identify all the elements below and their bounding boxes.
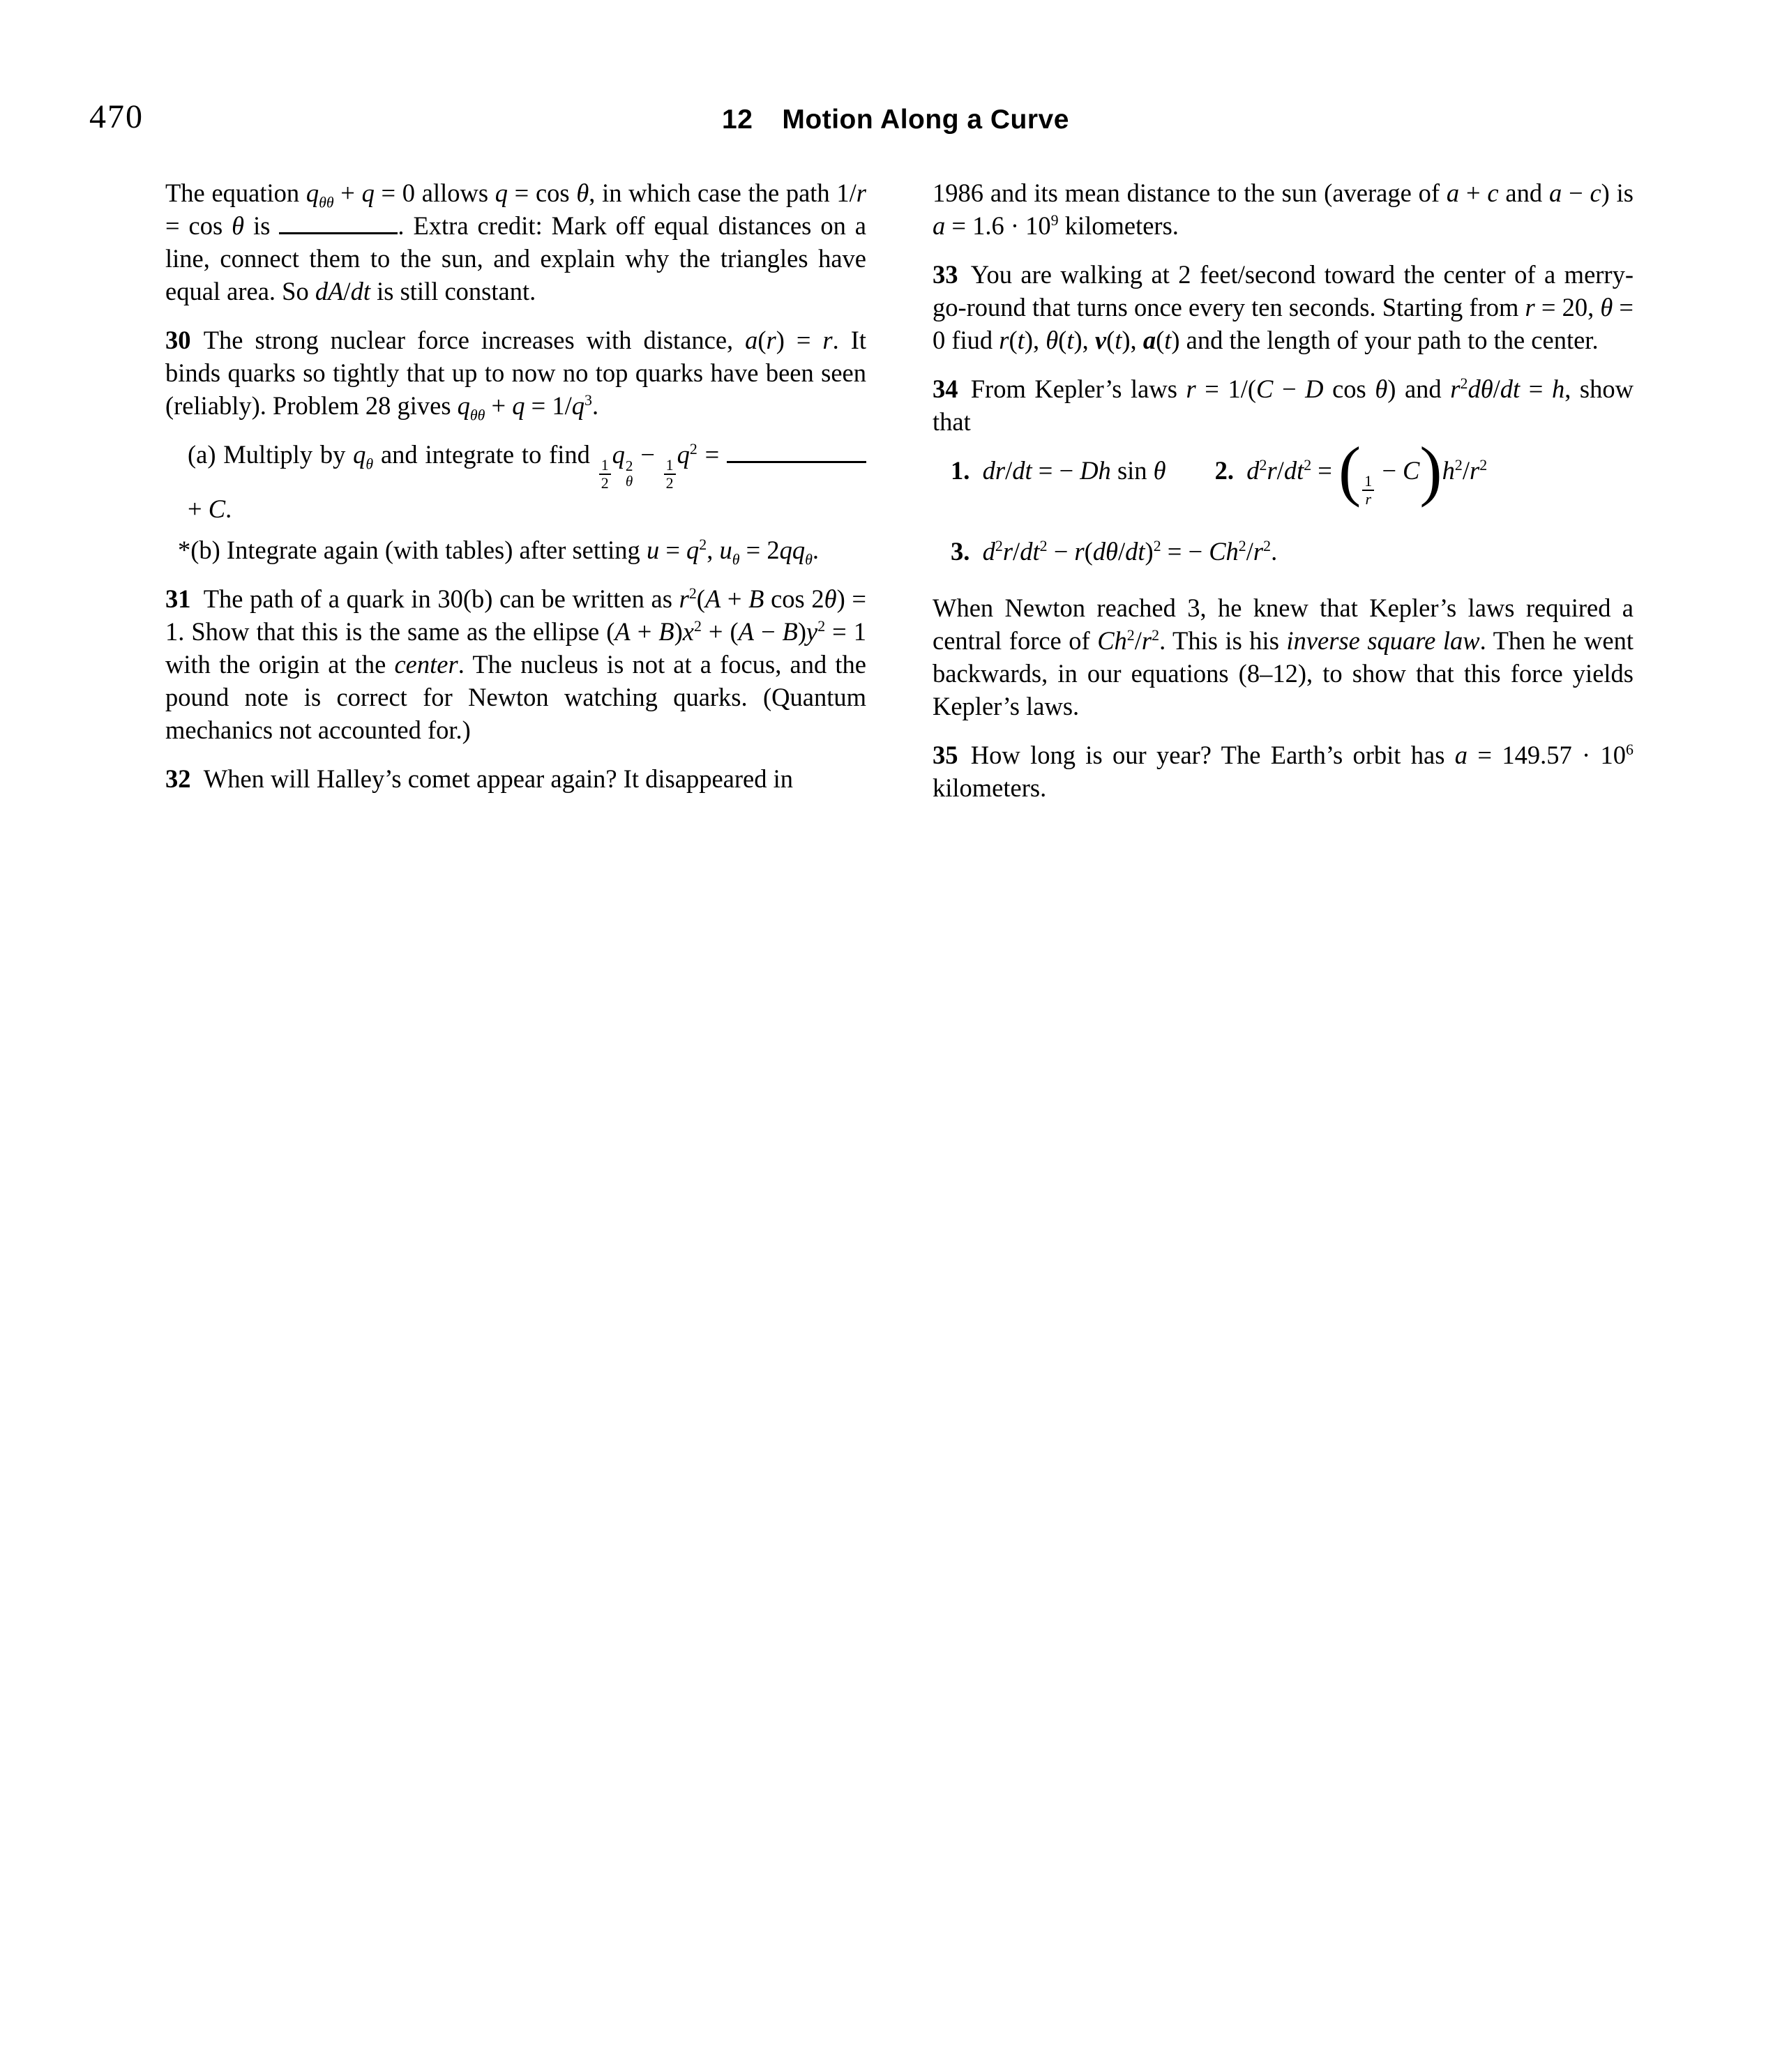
text-run: The path of a quark in 30(b) can be written as (190, 584, 679, 613)
text-run: . (591, 391, 599, 420)
text-run: 2 (1039, 536, 1048, 554)
text-run: . Extra credit: Mark off equal distances on a line, connect them to the sun, and explain why the triangles have equal area. So (165, 211, 866, 305)
text-run: r (1074, 536, 1085, 566)
text-run: + (1459, 179, 1488, 207)
text-run: θ (1375, 375, 1388, 403)
text-run: θ (805, 550, 813, 568)
text-run: dθ (1468, 375, 1493, 403)
text-run: r (822, 326, 833, 354)
text-run: − (1562, 179, 1590, 207)
text-run: dt (1500, 375, 1521, 403)
text-run: 33 (933, 260, 958, 289)
text-run: = 2 (739, 535, 780, 564)
text-run: dθ (1092, 536, 1118, 566)
text-run: a (1454, 740, 1468, 769)
text-run: v (1094, 326, 1107, 354)
text-run: a (1142, 326, 1156, 354)
text-run: . The nucleus is not at a focus, and the pound note is correct for Newton watching quarks. (Quantum mechanics not accounted for.) (165, 649, 866, 744)
text-run: . Then he went backwards, in our equations (8–12), to show that this force yields Kepler’s laws. (933, 626, 1634, 720)
text-run: 3 (584, 391, 592, 409)
text-run: ( (1058, 326, 1067, 354)
text-run: ), (1122, 326, 1143, 354)
text-run: + (630, 617, 659, 646)
text-run: r (1450, 375, 1461, 403)
text-run: − (633, 440, 663, 469)
text-run: = 0 fiud (933, 293, 1634, 354)
text-run (970, 456, 982, 485)
text-run: ) (797, 617, 806, 646)
text-run: dt (1283, 456, 1304, 485)
text-run: 2 (1238, 536, 1246, 554)
text-run: 32 (165, 764, 191, 793)
fraction: $\frac{1}{2}$ (664, 457, 676, 492)
text-run: t (1164, 326, 1172, 354)
text-run: dt (1125, 536, 1145, 566)
text-run: D (1305, 375, 1324, 403)
text-run: r (1267, 456, 1277, 485)
text-run: B (782, 617, 798, 646)
text-run: r (1469, 456, 1480, 485)
text-run: − (1047, 536, 1075, 566)
text-run: 2 (1152, 626, 1160, 644)
text-run: ) is (1601, 179, 1634, 207)
text-run: ( (1156, 326, 1165, 354)
text-run: From Kepler’s laws (958, 375, 1186, 403)
text-run: 30 (165, 326, 191, 354)
text-run: You are walking at 2 feet/second toward the center of a merry-go-round that turns once every ten seconds. Starting from (933, 260, 1634, 322)
text-run: q (361, 179, 375, 207)
text-run: c (1487, 179, 1499, 207)
text-run: ) = 1. Show that this is the same as the ellipse ( (165, 584, 866, 646)
text-run: ), (1024, 326, 1046, 354)
text-run: ) (674, 617, 683, 646)
text-run: = 1 with the origin at the (165, 617, 866, 679)
text-run: q (571, 391, 584, 420)
text-run: When Newton reached 3, he knew that Kepler’s laws required a central force of (933, 593, 1634, 655)
text-run: ) and the length of your path to the center. (1171, 326, 1599, 354)
text-run: center (394, 649, 458, 679)
left-column (165, 176, 866, 820)
problem-30b (178, 534, 866, 568)
text-run: 1986 and its mean distance to the sun (average of (933, 179, 1447, 207)
text-run: C (208, 494, 226, 523)
text-run: 2 (689, 439, 697, 457)
text-run: t (1017, 326, 1025, 354)
text-run: = cos (165, 211, 232, 240)
text-run: d (1246, 456, 1260, 485)
text-run: x (682, 617, 694, 646)
text-run: dA (315, 277, 344, 305)
text-run: . This is his (1159, 626, 1287, 655)
text-run: B (658, 617, 674, 646)
right-column (933, 176, 1634, 820)
text-run: − (1375, 456, 1403, 485)
text-run: u (719, 535, 732, 564)
problem-30 (165, 324, 866, 422)
text-run: = − (1161, 536, 1209, 566)
text-run: 3. (951, 536, 970, 566)
text-run: and (1498, 179, 1549, 207)
text-run: is still constant. (370, 277, 536, 305)
text-run: and integrate to find (373, 440, 598, 469)
text-run: 2 (995, 536, 1003, 554)
text-run: 2 (1259, 455, 1267, 474)
text-run: 2. (1214, 456, 1234, 485)
text-run: θθ (319, 193, 334, 211)
text-run: q (686, 535, 700, 564)
text-run: A (704, 584, 721, 613)
text-run: = 0 allows (374, 179, 495, 207)
text-run: d (982, 536, 995, 566)
text-run: + (485, 391, 513, 420)
text-run: t (1066, 326, 1074, 354)
text-run: q (353, 440, 366, 469)
text-run: 2 (693, 617, 702, 635)
fill-in-blank (279, 219, 398, 234)
text-run: . (812, 535, 819, 564)
text-run: dr (982, 456, 1006, 485)
text-run: θ (1046, 326, 1059, 354)
text-run: 35 (933, 740, 958, 769)
text-run: qq (779, 535, 806, 564)
fraction: $\frac{1}{r}$ (1362, 473, 1374, 508)
text-run: / (1134, 626, 1142, 655)
text-run: ( (1084, 536, 1093, 566)
text-run: a (1446, 179, 1460, 207)
page-number: 470 (89, 98, 144, 135)
text-run: = (659, 535, 687, 564)
text-run: 6 (1626, 740, 1634, 758)
problem-32-continuation (933, 176, 1634, 242)
text-run: q (457, 391, 470, 420)
text-run: r (999, 326, 1009, 354)
text-run: Ch (1097, 626, 1127, 655)
problem-29-continuation (165, 176, 866, 308)
text-run: h (1442, 456, 1455, 485)
text-run: a (1548, 179, 1562, 207)
text-run: = 20, (1534, 293, 1601, 322)
text-run: . It binds quarks so tightly that up to now no top quarks have been seen (reliably). Problem 28 gives (165, 326, 866, 420)
text-run: = 1.6 · 10 (945, 211, 1051, 240)
text-run: / (1493, 375, 1500, 403)
text-run: 2 (1479, 455, 1488, 474)
text-columns (165, 176, 1634, 820)
text-run: . (225, 494, 232, 523)
text-run: h (1551, 375, 1565, 403)
text-run: = − (1032, 456, 1080, 485)
text-run: θ (824, 584, 837, 613)
problem-34 (933, 372, 1634, 438)
text-run: + (188, 494, 209, 523)
text-run: The equation (165, 179, 306, 207)
text-run: q (495, 179, 508, 207)
problem-30a (188, 438, 866, 525)
text-run: / (1005, 456, 1013, 485)
text-run: ) (1145, 536, 1154, 566)
fill-in-blank (727, 448, 866, 463)
text-run: r (679, 584, 689, 613)
text-run: 9 (1050, 211, 1059, 229)
text-run: . (1271, 536, 1278, 566)
text-run: cos 2 (764, 584, 824, 613)
text-run: r (1253, 536, 1264, 566)
text-run: + (333, 179, 362, 207)
text-run: 1. (951, 456, 970, 485)
text-run: cos (1323, 375, 1375, 403)
text-run: ) and (1387, 375, 1451, 403)
text-run: q (612, 440, 625, 469)
text-run: q (677, 440, 690, 469)
text-run: ( (1106, 326, 1115, 354)
text-run: C (1256, 375, 1274, 403)
text-run: When will Halley’s comet appear again? It disappeared in (190, 764, 793, 793)
text-run: r (766, 326, 776, 354)
text-run: a (745, 326, 758, 354)
text-run: = 1/ (525, 391, 572, 420)
text-run: ), (1073, 326, 1095, 354)
text-run: is (244, 211, 280, 240)
fraction: $\frac{1}{2}$ (599, 457, 611, 492)
text-run: q (512, 391, 525, 420)
text-run: , (707, 535, 720, 564)
text-run: kilometers. (1058, 211, 1179, 240)
text-run: θ (576, 179, 589, 207)
text-run: + (720, 584, 749, 613)
text-run: *(b) Integrate again (with tables) after setting (178, 535, 647, 564)
text-run: / (1276, 456, 1284, 485)
text-run: , show that (933, 375, 1634, 436)
text-run: − (1273, 375, 1306, 403)
chapter-title: Motion Along a Curve (782, 105, 1069, 135)
text-run: r (1002, 536, 1013, 566)
chapter-header (722, 105, 1069, 135)
text-run: c (1590, 179, 1601, 207)
text-run: 2 (817, 617, 826, 635)
text-run (1234, 456, 1246, 485)
text-run: θ (365, 455, 374, 473)
text-run: A (738, 617, 754, 646)
text-run: θ (1153, 456, 1166, 485)
text-run: B (748, 584, 764, 613)
text-run: ) = (776, 326, 823, 354)
text-run: dt (1020, 536, 1040, 566)
text-run: = (697, 440, 727, 469)
text-run: θ (232, 211, 245, 240)
text-run: = cos (507, 179, 577, 207)
text-run: / (343, 277, 351, 305)
text-run: 2 (1153, 536, 1161, 554)
text-run (970, 537, 982, 566)
problem-32 (165, 762, 866, 795)
text-run: 31 (165, 584, 191, 613)
text-run: (a) Multiply by (188, 440, 354, 469)
text-run: 2 (688, 584, 697, 602)
text-run: Ch (1209, 536, 1239, 566)
text-run: 2 (699, 535, 707, 553)
text-run: t (1115, 326, 1122, 354)
text-run: θ (732, 550, 740, 568)
text-run: ( (1009, 326, 1018, 354)
problem-34-eq-1-2: 1. dr/dt = − Dh sin θ 2. $d^2r/dt^2$ = ( $\frac{1}{r}$ − $C)h^2/r^2$ (951, 432, 1488, 508)
text-run: The strong nuclear force increases with distance, (190, 326, 746, 354)
text-run: = 1/( (1195, 375, 1257, 403)
text-run: / (1013, 536, 1020, 566)
text-run: θθ (469, 406, 485, 424)
text-run: r (1141, 626, 1152, 655)
chapter-number: 12 (722, 105, 753, 135)
text-run: = (1311, 456, 1339, 485)
text-run: 2 (1304, 455, 1312, 474)
text-run: ( (757, 326, 767, 354)
text-run: dt (1012, 456, 1032, 485)
text-run: u (646, 535, 660, 564)
text-run: dt (350, 277, 370, 305)
text-run: / (1462, 456, 1470, 485)
text-run: = 149.57 · 10 (1468, 740, 1627, 769)
text-run: 2 (1454, 455, 1463, 474)
text-run: ( (696, 584, 705, 613)
text-run: inverse square law (1286, 626, 1480, 655)
text-run: , in which case the path 1/ (589, 179, 857, 207)
text-run: A (614, 617, 631, 646)
problem-34-discussion (933, 591, 1634, 723)
problem-31 (165, 582, 866, 746)
text-run: 2 (1126, 626, 1135, 644)
super-subscript: 2 θ (625, 457, 633, 490)
text-run: r (856, 179, 866, 207)
text-run: sin (1110, 456, 1154, 485)
text-run: 2 (1263, 536, 1272, 554)
text-run: 2 (1460, 374, 1468, 392)
text-run: y (806, 617, 818, 646)
text-run: r (1186, 375, 1196, 403)
problem-35 (933, 739, 1634, 804)
text-run: How long is our year? The Earth’s orbit has (958, 740, 1455, 769)
text-run: − (753, 617, 783, 646)
text-run: a (933, 211, 946, 240)
text-run: + ( (701, 617, 739, 646)
text-run: Dh (1080, 456, 1111, 485)
text-run: r (1525, 293, 1535, 322)
text-run: q (305, 179, 319, 207)
text-run: / (1117, 536, 1126, 566)
text-run: 34 (933, 375, 958, 403)
text-run: C (1403, 456, 1420, 485)
text-run: = (1520, 375, 1552, 403)
text-run: θ (1600, 293, 1613, 322)
text-run: / (1246, 536, 1253, 566)
text-run: kilometers. (933, 773, 1047, 802)
problem-34-eq-3 (951, 535, 1634, 568)
problem-33 (933, 258, 1634, 356)
